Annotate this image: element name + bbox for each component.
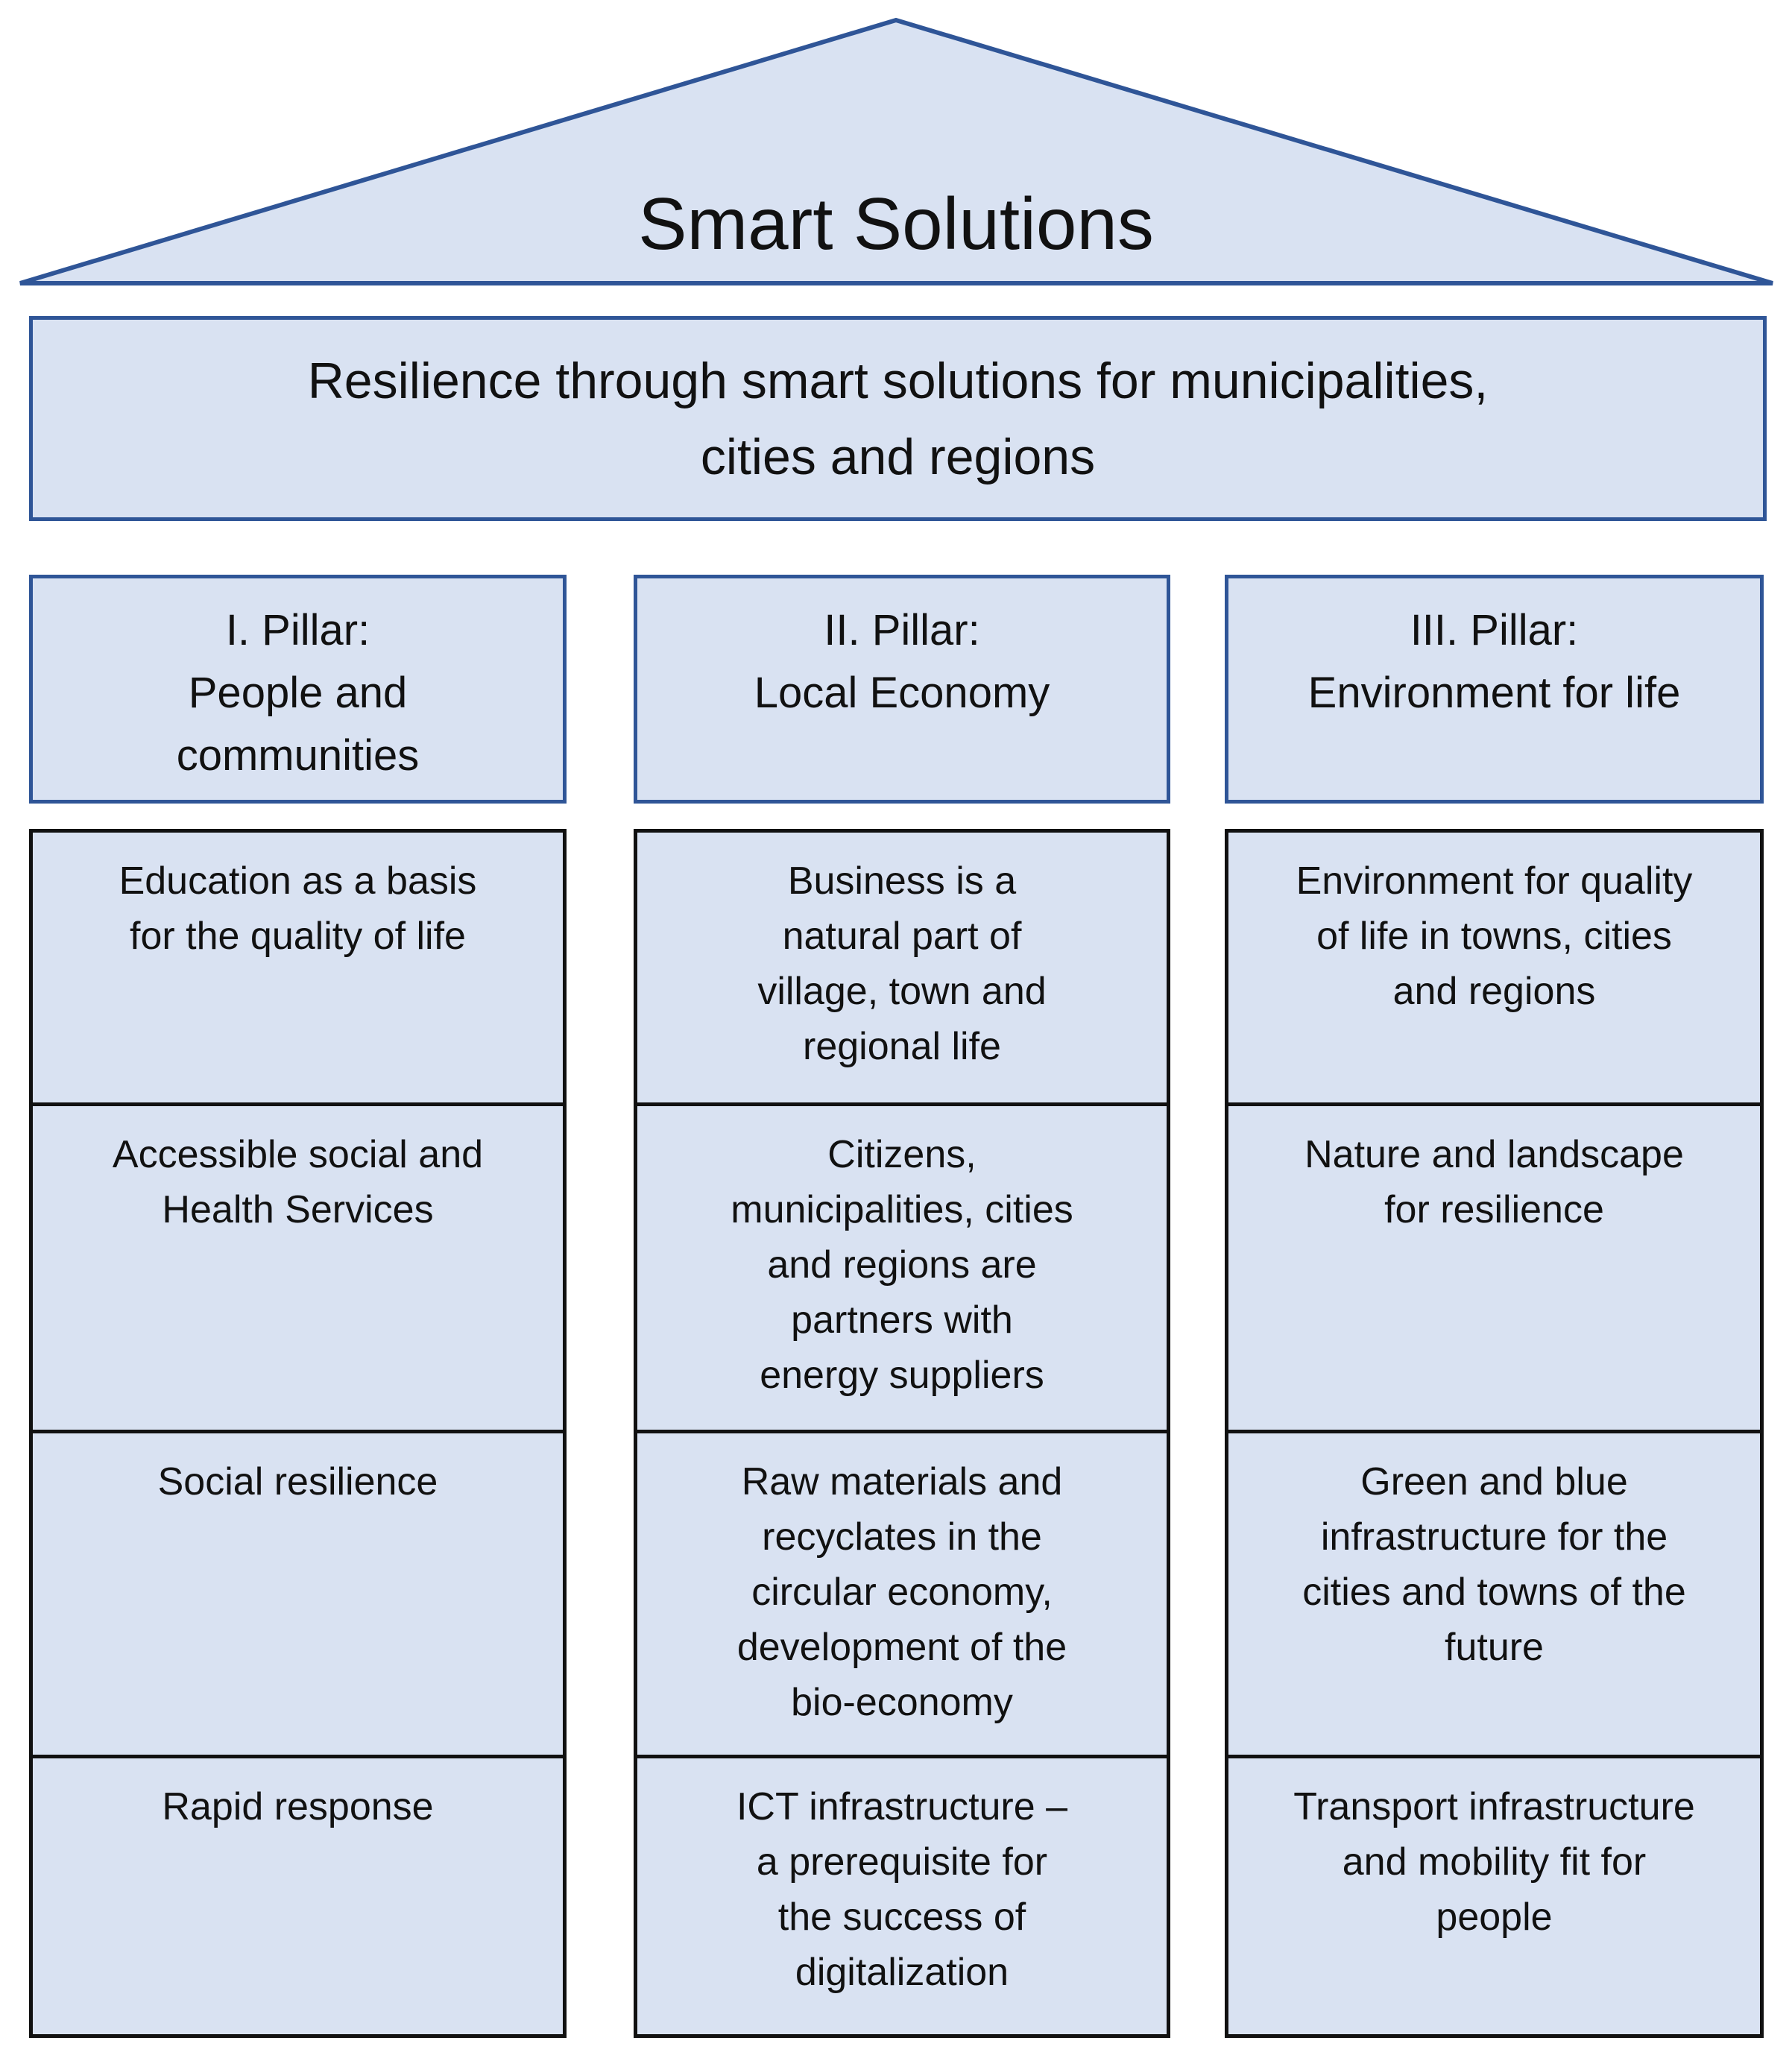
pillar-header <box>1225 575 1764 804</box>
pillar-item: Citizens, municipalities, cities and regions are partners with energy suppliers <box>637 1102 1167 1430</box>
pillar-item: Transport infrastructure and mobility fit for people <box>1228 1755 1760 2039</box>
pillar-item: Green and blue infrastructure for the cities and towns of the future <box>1228 1430 1760 1755</box>
pillar-column <box>1225 829 1764 2038</box>
diagram-title: Smart Solutions <box>638 183 1154 265</box>
pillar-number: II. Pillar: <box>824 606 980 654</box>
banner-text: Resilience through smart solutions for municipalities, cities and regions <box>307 352 1489 485</box>
pillar-header <box>634 575 1170 804</box>
pillar-item: Social resilience <box>33 1430 563 1755</box>
pillar-column <box>634 829 1170 2038</box>
pillar-name: Local Economy <box>754 669 1050 717</box>
pillar-item: Rapid response <box>33 1755 563 2039</box>
pillar-header <box>29 575 567 804</box>
pillar-item: Business is a natural part of village, town and regional life <box>757 859 1047 1068</box>
pillar-item: Education as a basis for the quality of life <box>119 859 477 958</box>
pillar-number: III. Pillar: <box>1410 606 1579 654</box>
pillar-item: Nature and landscape for resilience <box>1228 1102 1760 1430</box>
pillar-item: Environment for quality of life in towns, cities and regions <box>1296 859 1693 1013</box>
pillar-item: Raw materials and recyclates in the circular economy, development of the bio-economy <box>637 1430 1167 1755</box>
pillar-item: ICT infrastructure – a prerequisite for the success of digitalization <box>637 1755 1167 2039</box>
pillar-item: Accessible social and Health Services <box>33 1102 563 1430</box>
pillar-column <box>29 829 567 2038</box>
pillar-name: Environment for life <box>1307 669 1681 717</box>
banner <box>29 316 1767 521</box>
pillar-name: People and communities <box>176 669 420 780</box>
pillar-number: I. Pillar: <box>225 606 370 654</box>
